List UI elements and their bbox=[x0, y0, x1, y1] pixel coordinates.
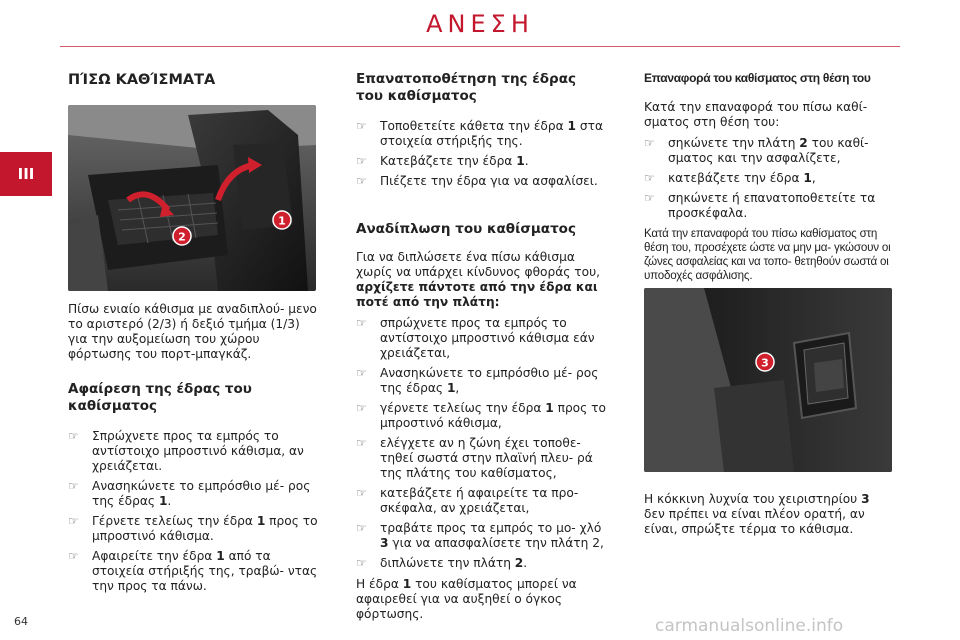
pointing-hand-icon: ☞ bbox=[356, 316, 367, 330]
pointing-hand-icon: ☞ bbox=[68, 549, 79, 563]
refit-cushion-list bbox=[356, 119, 606, 189]
list-item: ☞ Γέρνετε τελείως την έδρα 1 προς το μπροστινό κάθισμα. bbox=[68, 514, 318, 543]
release-lever-photo bbox=[644, 288, 892, 472]
closing-paragraph: Η έδρα 1 του καθίσματος μπορεί να αφαιρεθεί για να αυξηθεί ο όγκος φόρτωσης. bbox=[356, 577, 577, 621]
header-divider bbox=[60, 46, 900, 47]
pointing-hand-icon: ☞ bbox=[68, 479, 79, 493]
list-item: ☞ σπρώχνετε προς τα εμπρός το αντίστοιχο μπροστινό κάθισμα εάν χρειάζεται, bbox=[356, 316, 595, 360]
column-3 bbox=[644, 71, 894, 283]
sub-heading-remove-cushion: Αφαίρεση της έδρας του καθίσματος bbox=[68, 381, 252, 414]
pointing-hand-icon: ☞ bbox=[356, 119, 367, 133]
list-item: ☞ κατεβάζετε την έδρα 1, bbox=[644, 171, 816, 185]
list-item: ☞ τραβάτε προς τα εμπρός το μο- χλό 3 για να απασφαλίσετε την πλάτη 2, bbox=[356, 521, 604, 550]
pointing-hand-icon: ☞ bbox=[356, 401, 367, 415]
pointing-hand-icon: ☞ bbox=[356, 521, 367, 535]
page-title: ΑΝΕΣΗ bbox=[426, 10, 534, 38]
list-item: ☞ σηκώνετε την πλάτη 2 του καθί- σματος και την ασφαλίζετε, bbox=[644, 136, 869, 165]
remove-cushion-list bbox=[68, 429, 320, 594]
pointing-hand-icon: ☞ bbox=[644, 171, 655, 185]
callout-3: 3 bbox=[761, 356, 769, 370]
list-item: ☞ σηκώνετε ή επανατοποθετείτε τα προσκέφαλα. bbox=[644, 191, 876, 220]
lever-caption-text: Η κόκκινη λυχνία του χειριστηρίου 3 δεν πρέπει να είναι πλέον ορατή, αν είναι, σπρώξτε τέρμα το κάθισμα. bbox=[644, 492, 870, 536]
callout-2: 2 bbox=[178, 230, 186, 244]
list-item: ☞ Τοποθετείτε κάθετα την έδρα 1 στα στοιχεία στήριξής της. bbox=[356, 119, 603, 148]
lever-caption bbox=[644, 492, 894, 543]
list-item: ☞ Σπρώχνετε προς τα εμπρός το αντίστοιχο μπροστινό κάθισμα, αν χρειάζεται. bbox=[68, 429, 304, 473]
list-item: ☞ κατεβάζετε ή αφαιρείτε τα προ- σκέφαλα, αν χρειάζεται, bbox=[356, 486, 579, 515]
fold-intro-paragraph: Για να διπλώσετε ένα πίσω κάθισμα χωρίς να υπάρχει κίνδυνος φθοράς του, αρχίζετε πάντοτε από την έδρα και ποτέ από την πλάτη: bbox=[356, 250, 601, 309]
restore-intro-paragraph: Κατά την επαναφορά του πίσω καθί- σματος στη θέση του: bbox=[644, 100, 868, 129]
list-item: ☞ Ανασηκώνετε το εμπρόσθιο μέ- ρος της έδρας 1, bbox=[356, 366, 599, 395]
pointing-hand-icon: ☞ bbox=[644, 136, 655, 150]
page-number: 64 bbox=[14, 615, 28, 628]
list-item: ☞ Ανασηκώνετε το εμπρόσθιο μέ- ρος της έδρας 1. bbox=[68, 479, 311, 508]
callout-1: 1 bbox=[278, 214, 286, 228]
fold-seat-list bbox=[356, 316, 606, 571]
pointing-hand-icon: ☞ bbox=[68, 514, 79, 528]
pointing-hand-icon: ☞ bbox=[356, 366, 367, 380]
seatbelt-note: Κατά την επαναφορά του πίσω καθίσματος στη θέση του, προσέχετε ώστε να μην μα- γκώσουν οι ζώνες ασφαλείας και να τοπο- θετηθούν σωστά οι υποδοχές ασφάλισης. bbox=[644, 227, 891, 282]
pointing-hand-icon: ☞ bbox=[356, 486, 367, 500]
list-item: ☞ Αφαιρείτε την έδρα 1 από τα στοιχεία στήριξής της, τραβώ- ντας την προς τα πάνω. bbox=[68, 549, 318, 593]
list-item: ☞ ελέγχετε αν η ζώνη έχει τοποθε- τηθεί σωστά στην πλαϊνή πλευ- ρά της πλάτης του καθίσματος, bbox=[356, 436, 593, 480]
list-item: ☞ γέρνετε τελείως την έδρα 1 προς το μπροστινό κάθισμα, bbox=[356, 401, 606, 430]
section-heading-fold-seat: Αναδίπλωση του καθίσματος bbox=[356, 221, 576, 237]
column-1 bbox=[68, 71, 320, 103]
column-2 bbox=[356, 71, 606, 628]
list-item: ☞ Κατεβάζετε την έδρα 1. bbox=[356, 154, 529, 168]
column-1-body bbox=[68, 302, 320, 600]
pointing-hand-icon: ☞ bbox=[356, 154, 367, 168]
pointing-hand-icon: ☞ bbox=[356, 174, 367, 188]
section-heading-rear-seats: ΠΊΣΩ ΚΑΘΊΣΜΑΤΑ bbox=[68, 72, 216, 88]
pointing-hand-icon: ☞ bbox=[68, 429, 79, 443]
restore-seat-list bbox=[644, 136, 894, 221]
pointing-hand-icon: ☞ bbox=[356, 556, 367, 570]
section-heading-restore-seat: Επαναφορά του καθίσματος στη θέση του bbox=[644, 71, 871, 85]
intro-paragraph: Πίσω ενιαίο κάθισμα με αναδιπλού- μενο το αριστερό (2/3) ή δεξιό τμήμα (1/3) για την αυξομείωση του χώρου φόρτωσης του πορτ-μπαγκάζ. bbox=[68, 302, 317, 361]
pointing-hand-icon: ☞ bbox=[644, 191, 655, 205]
chapter-tab: III bbox=[0, 152, 52, 196]
rear-seat-photo bbox=[68, 105, 316, 291]
section-heading-refit-cushion: Επανατοποθέτηση της έδρας του καθίσματος bbox=[356, 71, 576, 104]
pointing-hand-icon: ☞ bbox=[356, 436, 367, 450]
list-item: ☞ Πιέζετε την έδρα για να ασφαλίσει. bbox=[356, 174, 598, 188]
watermark: carmanualsonline.info bbox=[655, 616, 844, 636]
list-item: ☞ διπλώνετε την πλάτη 2. bbox=[356, 556, 528, 570]
